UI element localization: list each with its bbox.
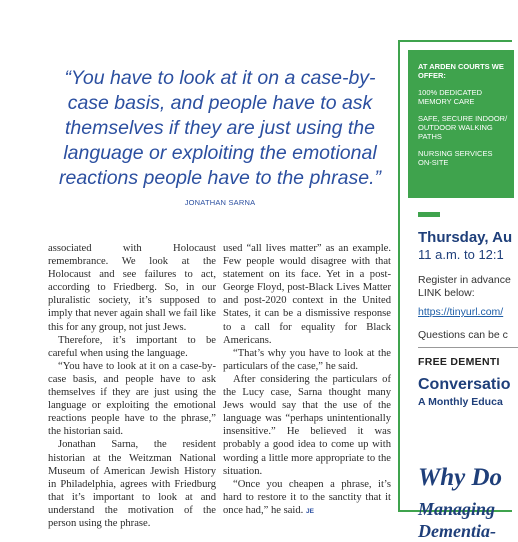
ad-conversation-title: Conversatio	[418, 376, 511, 393]
pull-quote: “You have to look at it on a case-by-case basis, and people have to ask themselves if they are just using the language or exploiting the emotional reactions people have to the phrase.”	[59, 67, 381, 189]
article-paragraph: Jonathan Sarna, the resident historian at the Weitzman National Museum of American Jewish History in Philadelphia, agrees with Friedburg that it’s important to look at and understand the motivation of the person using the phrase.	[48, 439, 216, 529]
arden-courts-ad	[398, 40, 513, 541]
ad-managing-line: Managing	[418, 499, 496, 519]
quote-attribution: JONATHAN SARNA	[184, 198, 256, 207]
ad-dementia-line: Dementia-	[418, 521, 496, 541]
ad-offer-heading: AT ARDEN COURTS WE OFFER:	[418, 62, 504, 80]
article-paragraph: Therefore, it’s important to be careful when using the language.	[48, 334, 216, 359]
article-paragraph: After considering the particulars of the Lucy case, Sarna thought many Jews would say that the use of the language was “perhaps unintentionally insensitive.” He believed it was probably a good idea to come up with wording a little more appropriate to the situation.	[223, 373, 391, 477]
article-paragraph-text: “Once you cheapen a phrase, it’s hard to restore it to the sanctity that it once had,” he said.	[223, 478, 391, 516]
ad-event-time: 11 a.m. to 12:1	[418, 247, 504, 262]
ad-monthly-subtitle: A Monthly Educa	[418, 396, 503, 408]
ad-managing-heading	[418, 498, 496, 542]
article-paragraph: used “all lives matter” as an example. Few people would disagree with that statement on its face. Yet in a post-George Floyd, post-Black Lives Matter and post-2020 context in the United States, it can be a dismissive response to a call for equality for Black Americans.	[223, 243, 391, 346]
article-column-1	[48, 242, 216, 530]
article-column-2	[223, 242, 391, 518]
ad-offer-item: 100% DEDICATED MEMORY CARE	[418, 88, 483, 106]
ad-why-heading: Why Do	[418, 464, 503, 491]
ad-questions-text: Questions can be c	[418, 329, 508, 341]
article-paragraph-last	[223, 478, 391, 518]
ad-register-link[interactable]: https://tinyurl.com/	[418, 306, 504, 318]
end-mark: JE	[305, 507, 314, 515]
ad-divider	[418, 347, 518, 348]
ad-accent-bar	[418, 212, 440, 217]
article-paragraph: “You have to look at it on a case-by-case basis, and people have to ask themselves if they are just using the language or exploiting the emotional reactions people have to the phrase,” the historian said.	[48, 360, 216, 438]
article-paragraph: associated with Holocaust remembrance. We look at the Holocaust and see failures to act, according to Friedberg. So, in our pluralistic society, it’s supposed to imply that never again shall we fail like this for any group, not just Jews.	[48, 243, 216, 333]
ad-offer-box	[408, 50, 514, 198]
ad-register-text: Register in advance LINK below:	[418, 274, 511, 299]
ad-offer-item: NURSING SERVICES ON-SITE	[418, 149, 493, 167]
ad-event-date: Thursday, Au	[418, 229, 513, 246]
ad-offer-item: SAFE, SECURE INDOOR/ OUTDOOR WALKING PATHS	[418, 114, 508, 141]
ad-free-label: FREE DEMENTI	[418, 356, 500, 368]
article-paragraph: “That’s why you have to look at the particulars of the case,” he said.	[223, 347, 391, 372]
